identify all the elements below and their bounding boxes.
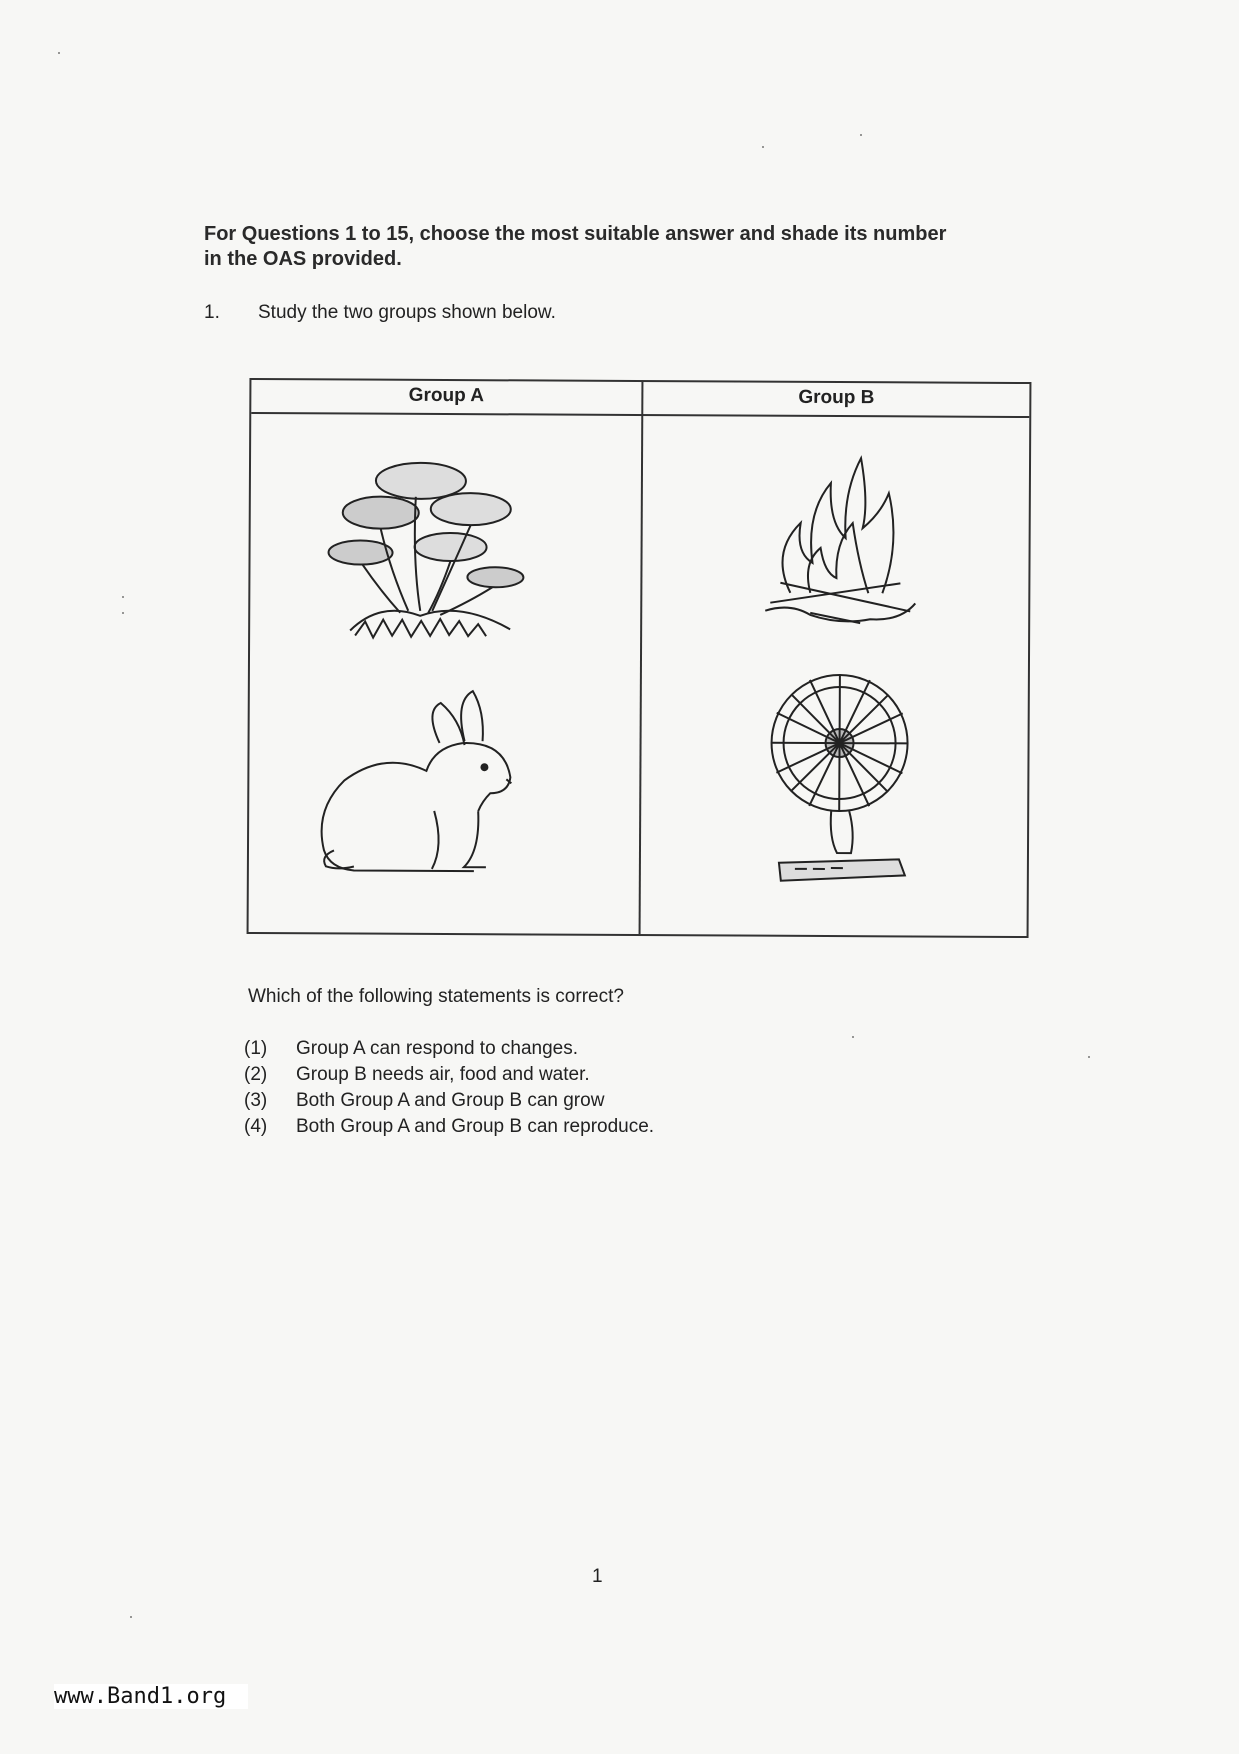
option-4-text: Both Group A and Group B can reproduce. bbox=[296, 1116, 655, 1137]
answer-options bbox=[244, 1036, 654, 1140]
option-4-number: (4) bbox=[244, 1116, 268, 1137]
option-1-text: Group A can respond to changes. bbox=[296, 1038, 579, 1059]
group-a-header: Group A bbox=[408, 384, 485, 407]
instructions bbox=[204, 222, 1064, 272]
scan-speck bbox=[58, 52, 60, 54]
scan-speck bbox=[852, 1036, 854, 1038]
page-number: 1 bbox=[592, 1566, 603, 1587]
scan-speck bbox=[122, 596, 124, 598]
option-2-number: (2) bbox=[244, 1064, 268, 1085]
question-stem: Study the two groups shown below. bbox=[258, 302, 556, 323]
scan-speck bbox=[1088, 1056, 1090, 1058]
fan-icon bbox=[759, 663, 920, 894]
scan-speck bbox=[122, 612, 124, 614]
scan-speck bbox=[130, 1616, 132, 1618]
table-column-divider bbox=[639, 382, 644, 934]
question-number: 1. bbox=[204, 302, 220, 323]
question-prompt: Which of the following statements is correct? bbox=[248, 986, 624, 1007]
instructions-line-1: For Questions 1 to 15, choose the most suitable answer and shade its number bbox=[204, 223, 947, 245]
option-1[interactable] bbox=[244, 1036, 654, 1062]
option-3[interactable] bbox=[244, 1088, 654, 1114]
option-3-number: (3) bbox=[244, 1090, 268, 1111]
rabbit-icon bbox=[314, 680, 555, 891]
option-2[interactable] bbox=[244, 1062, 654, 1088]
option-1-number: (1) bbox=[244, 1038, 268, 1059]
footer-url[interactable]: www.Band1.org bbox=[54, 1684, 248, 1709]
group-b-header: Group B bbox=[798, 386, 875, 409]
mushroom-icon bbox=[320, 450, 541, 651]
option-4[interactable] bbox=[244, 1114, 654, 1140]
option-2-text: Group B needs air, food and water. bbox=[296, 1064, 590, 1085]
fire-icon bbox=[750, 453, 931, 644]
option-3-text: Both Group A and Group B can grow bbox=[296, 1090, 605, 1111]
instructions-line-2: in the OAS provided. bbox=[204, 248, 402, 270]
scan-speck bbox=[762, 146, 764, 148]
groups-table bbox=[247, 378, 1032, 938]
scan-speck bbox=[860, 134, 862, 136]
